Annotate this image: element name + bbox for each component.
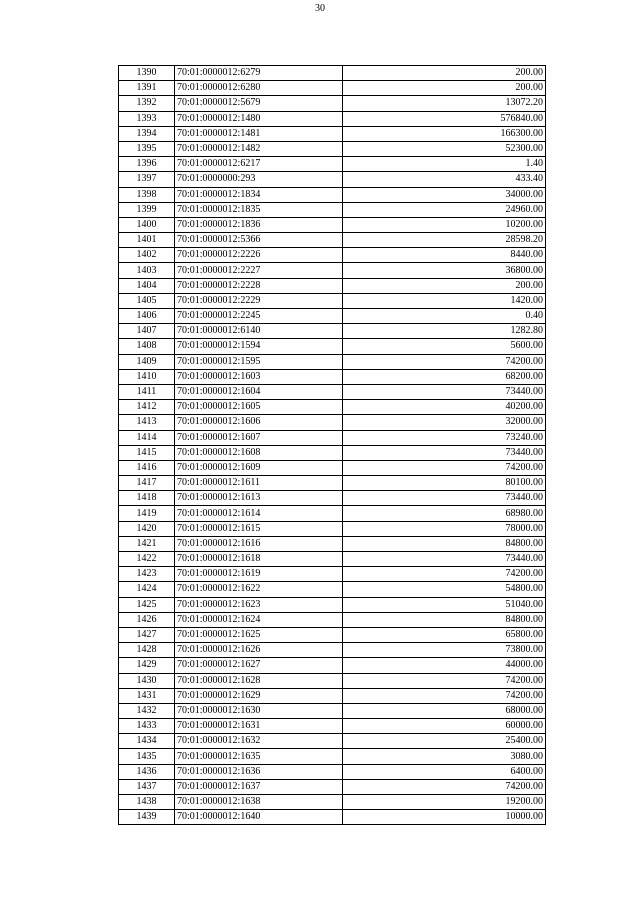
- cadastral-number-cell: 70:01:0000012:1606: [175, 415, 343, 430]
- cadastral-number-cell: 70:01:0000000:293: [175, 172, 343, 187]
- value-cell: 576840.00: [343, 111, 546, 126]
- table-row: [119, 673, 546, 688]
- value-cell: 1282.80: [343, 324, 546, 339]
- cadastral-number-cell: 70:01:0000012:2245: [175, 309, 343, 324]
- table-row: [119, 567, 546, 582]
- table-row: [119, 263, 546, 278]
- table-row: [119, 369, 546, 384]
- cadastral-number-cell: 70:01:0000012:2226: [175, 248, 343, 263]
- value-cell: 52300.00: [343, 141, 546, 156]
- row-number-cell: 1401: [119, 233, 175, 248]
- value-cell: 25400.00: [343, 734, 546, 749]
- row-number-cell: 1403: [119, 263, 175, 278]
- table-row: [119, 643, 546, 658]
- value-cell: 73440.00: [343, 552, 546, 567]
- table-row: [119, 703, 546, 718]
- table-row: [119, 248, 546, 263]
- table-row: [119, 552, 546, 567]
- row-number-cell: 1433: [119, 719, 175, 734]
- value-cell: 3080.00: [343, 749, 546, 764]
- row-number-cell: 1434: [119, 734, 175, 749]
- value-cell: 73440.00: [343, 445, 546, 460]
- row-number-cell: 1396: [119, 157, 175, 172]
- value-cell: 10000.00: [343, 810, 546, 825]
- value-cell: 73240.00: [343, 430, 546, 445]
- table-row: [119, 324, 546, 339]
- row-number-cell: 1392: [119, 96, 175, 111]
- row-number-cell: 1416: [119, 460, 175, 475]
- register-table: [118, 65, 546, 825]
- cadastral-number-cell: 70:01:0000012:1623: [175, 597, 343, 612]
- cadastral-number-cell: 70:01:0000012:1607: [175, 430, 343, 445]
- value-cell: 44000.00: [343, 658, 546, 673]
- row-number-cell: 1418: [119, 491, 175, 506]
- value-cell: 73440.00: [343, 491, 546, 506]
- value-cell: 80100.00: [343, 476, 546, 491]
- value-cell: 5600.00: [343, 339, 546, 354]
- row-number-cell: 1420: [119, 521, 175, 536]
- row-number-cell: 1408: [119, 339, 175, 354]
- table-row: [119, 476, 546, 491]
- table-row: [119, 66, 546, 81]
- table-row: [119, 764, 546, 779]
- cadastral-number-cell: 70:01:0000012:1834: [175, 187, 343, 202]
- row-number-cell: 1411: [119, 384, 175, 399]
- cadastral-number-cell: 70:01:0000012:6140: [175, 324, 343, 339]
- table-row: [119, 187, 546, 202]
- row-number-cell: 1395: [119, 141, 175, 156]
- value-cell: 68980.00: [343, 506, 546, 521]
- cadastral-number-cell: 70:01:0000012:1619: [175, 567, 343, 582]
- cadastral-number-cell: 70:01:0000012:6217: [175, 157, 343, 172]
- table-row: [119, 126, 546, 141]
- cadastral-number-cell: 70:01:0000012:1609: [175, 460, 343, 475]
- table-row: [119, 354, 546, 369]
- table-row: [119, 172, 546, 187]
- cadastral-number-cell: 70:01:0000012:2229: [175, 293, 343, 308]
- cadastral-number-cell: 70:01:0000012:1626: [175, 643, 343, 658]
- row-number-cell: 1436: [119, 764, 175, 779]
- cadastral-number-cell: 70:01:0000012:1632: [175, 734, 343, 749]
- row-number-cell: 1438: [119, 795, 175, 810]
- value-cell: 74200.00: [343, 779, 546, 794]
- value-cell: 68200.00: [343, 369, 546, 384]
- cadastral-number-cell: 70:01:0000012:1614: [175, 506, 343, 521]
- cadastral-number-cell: 70:01:0000012:5679: [175, 96, 343, 111]
- cadastral-number-cell: 70:01:0000012:1482: [175, 141, 343, 156]
- row-number-cell: 1429: [119, 658, 175, 673]
- row-number-cell: 1407: [119, 324, 175, 339]
- value-cell: 19200.00: [343, 795, 546, 810]
- row-number-cell: 1413: [119, 415, 175, 430]
- row-number-cell: 1422: [119, 552, 175, 567]
- table-row: [119, 157, 546, 172]
- table-row: [119, 688, 546, 703]
- row-number-cell: 1402: [119, 248, 175, 263]
- row-number-cell: 1432: [119, 703, 175, 718]
- row-number-cell: 1399: [119, 202, 175, 217]
- row-number-cell: 1430: [119, 673, 175, 688]
- value-cell: 1.40: [343, 157, 546, 172]
- table-row: [119, 233, 546, 248]
- row-number-cell: 1390: [119, 66, 175, 81]
- cadastral-number-cell: 70:01:0000012:1835: [175, 202, 343, 217]
- cadastral-number-cell: 70:01:0000012:6280: [175, 81, 343, 96]
- table-row: [119, 217, 546, 232]
- table-row: [119, 658, 546, 673]
- table-row: [119, 810, 546, 825]
- row-number-cell: 1393: [119, 111, 175, 126]
- cadastral-number-cell: 70:01:0000012:1595: [175, 354, 343, 369]
- row-number-cell: 1394: [119, 126, 175, 141]
- value-cell: 1420.00: [343, 293, 546, 308]
- value-cell: 84800.00: [343, 612, 546, 627]
- value-cell: 74200.00: [343, 567, 546, 582]
- table-row: [119, 719, 546, 734]
- cadastral-number-cell: 70:01:0000012:1637: [175, 779, 343, 794]
- row-number-cell: 1419: [119, 506, 175, 521]
- cadastral-number-cell: 70:01:0000012:1629: [175, 688, 343, 703]
- cadastral-number-cell: 70:01:0000012:1603: [175, 369, 343, 384]
- cadastral-number-cell: 70:01:0000012:1618: [175, 552, 343, 567]
- table-row: [119, 81, 546, 96]
- value-cell: 32000.00: [343, 415, 546, 430]
- value-cell: 73800.00: [343, 643, 546, 658]
- value-cell: 40200.00: [343, 400, 546, 415]
- value-cell: 84800.00: [343, 536, 546, 551]
- cadastral-number-cell: 70:01:0000012:1628: [175, 673, 343, 688]
- row-number-cell: 1414: [119, 430, 175, 445]
- row-number-cell: 1423: [119, 567, 175, 582]
- value-cell: 200.00: [343, 81, 546, 96]
- row-number-cell: 1435: [119, 749, 175, 764]
- table-row: [119, 339, 546, 354]
- table-row: [119, 779, 546, 794]
- table-row: [119, 96, 546, 111]
- row-number-cell: 1424: [119, 582, 175, 597]
- value-cell: 166300.00: [343, 126, 546, 141]
- cadastral-number-cell: 70:01:0000012:1480: [175, 111, 343, 126]
- cadastral-number-cell: 70:01:0000012:1640: [175, 810, 343, 825]
- cadastral-number-cell: 70:01:0000012:1481: [175, 126, 343, 141]
- value-cell: 6400.00: [343, 764, 546, 779]
- row-number-cell: 1400: [119, 217, 175, 232]
- value-cell: 433.40: [343, 172, 546, 187]
- table-row: [119, 309, 546, 324]
- value-cell: 74200.00: [343, 460, 546, 475]
- cadastral-number-cell: 70:01:0000012:1594: [175, 339, 343, 354]
- table-row: [119, 795, 546, 810]
- value-cell: 68000.00: [343, 703, 546, 718]
- value-cell: 65800.00: [343, 627, 546, 642]
- cadastral-number-cell: 70:01:0000012:1611: [175, 476, 343, 491]
- table-row: [119, 278, 546, 293]
- value-cell: 8440.00: [343, 248, 546, 263]
- cadastral-number-cell: 70:01:0000012:1638: [175, 795, 343, 810]
- table-row: [119, 430, 546, 445]
- row-number-cell: 1428: [119, 643, 175, 658]
- cadastral-number-cell: 70:01:0000012:1836: [175, 217, 343, 232]
- row-number-cell: 1406: [119, 309, 175, 324]
- table-row: [119, 521, 546, 536]
- cadastral-number-cell: 70:01:0000012:1616: [175, 536, 343, 551]
- table-row: [119, 627, 546, 642]
- row-number-cell: 1421: [119, 536, 175, 551]
- table-row: [119, 506, 546, 521]
- cadastral-number-cell: 70:01:0000012:1604: [175, 384, 343, 399]
- cadastral-number-cell: 70:01:0000012:1622: [175, 582, 343, 597]
- row-number-cell: 1398: [119, 187, 175, 202]
- row-number-cell: 1425: [119, 597, 175, 612]
- table-row: [119, 202, 546, 217]
- row-number-cell: 1439: [119, 810, 175, 825]
- cadastral-number-cell: 70:01:0000012:1635: [175, 749, 343, 764]
- row-number-cell: 1405: [119, 293, 175, 308]
- value-cell: 36800.00: [343, 263, 546, 278]
- cadastral-number-cell: 70:01:0000012:2227: [175, 263, 343, 278]
- table-row: [119, 460, 546, 475]
- cadastral-number-cell: 70:01:0000012:1605: [175, 400, 343, 415]
- table-row: [119, 734, 546, 749]
- cadastral-number-cell: 70:01:0000012:1636: [175, 764, 343, 779]
- row-number-cell: 1415: [119, 445, 175, 460]
- table-row: [119, 749, 546, 764]
- value-cell: 60000.00: [343, 719, 546, 734]
- row-number-cell: 1431: [119, 688, 175, 703]
- table-row: [119, 612, 546, 627]
- row-number-cell: 1426: [119, 612, 175, 627]
- row-number-cell: 1417: [119, 476, 175, 491]
- row-number-cell: 1412: [119, 400, 175, 415]
- table-row: [119, 400, 546, 415]
- row-number-cell: 1404: [119, 278, 175, 293]
- value-cell: 74200.00: [343, 354, 546, 369]
- table-row: [119, 415, 546, 430]
- table-row: [119, 384, 546, 399]
- row-number-cell: 1410: [119, 369, 175, 384]
- cadastral-number-cell: 70:01:0000012:1613: [175, 491, 343, 506]
- row-number-cell: 1437: [119, 779, 175, 794]
- row-number-cell: 1391: [119, 81, 175, 96]
- cadastral-number-cell: 70:01:0000012:2228: [175, 278, 343, 293]
- value-cell: 74200.00: [343, 673, 546, 688]
- cadastral-number-cell: 70:01:0000012:1624: [175, 612, 343, 627]
- value-cell: 74200.00: [343, 688, 546, 703]
- table-row: [119, 111, 546, 126]
- page-number: 30: [315, 3, 325, 14]
- value-cell: 13072.20: [343, 96, 546, 111]
- table-row: [119, 445, 546, 460]
- value-cell: 10200.00: [343, 217, 546, 232]
- row-number-cell: 1409: [119, 354, 175, 369]
- value-cell: 24960.00: [343, 202, 546, 217]
- cadastral-number-cell: 70:01:0000012:1625: [175, 627, 343, 642]
- table-row: [119, 582, 546, 597]
- table-row: [119, 491, 546, 506]
- cadastral-number-cell: 70:01:0000012:6279: [175, 66, 343, 81]
- value-cell: 0.40: [343, 309, 546, 324]
- row-number-cell: 1427: [119, 627, 175, 642]
- value-cell: 28598.20: [343, 233, 546, 248]
- cadastral-number-cell: 70:01:0000012:1630: [175, 703, 343, 718]
- value-cell: 200.00: [343, 66, 546, 81]
- table-body: [119, 66, 546, 825]
- value-cell: 200.00: [343, 278, 546, 293]
- cadastral-number-cell: 70:01:0000012:5366: [175, 233, 343, 248]
- table-row: [119, 293, 546, 308]
- table-row: [119, 536, 546, 551]
- value-cell: 78000.00: [343, 521, 546, 536]
- cadastral-number-cell: 70:01:0000012:1608: [175, 445, 343, 460]
- value-cell: 34000.00: [343, 187, 546, 202]
- cadastral-number-cell: 70:01:0000012:1615: [175, 521, 343, 536]
- table-row: [119, 141, 546, 156]
- table-row: [119, 597, 546, 612]
- cadastral-number-cell: 70:01:0000012:1627: [175, 658, 343, 673]
- value-cell: 54800.00: [343, 582, 546, 597]
- value-cell: 51040.00: [343, 597, 546, 612]
- value-cell: 73440.00: [343, 384, 546, 399]
- cadastral-number-cell: 70:01:0000012:1631: [175, 719, 343, 734]
- row-number-cell: 1397: [119, 172, 175, 187]
